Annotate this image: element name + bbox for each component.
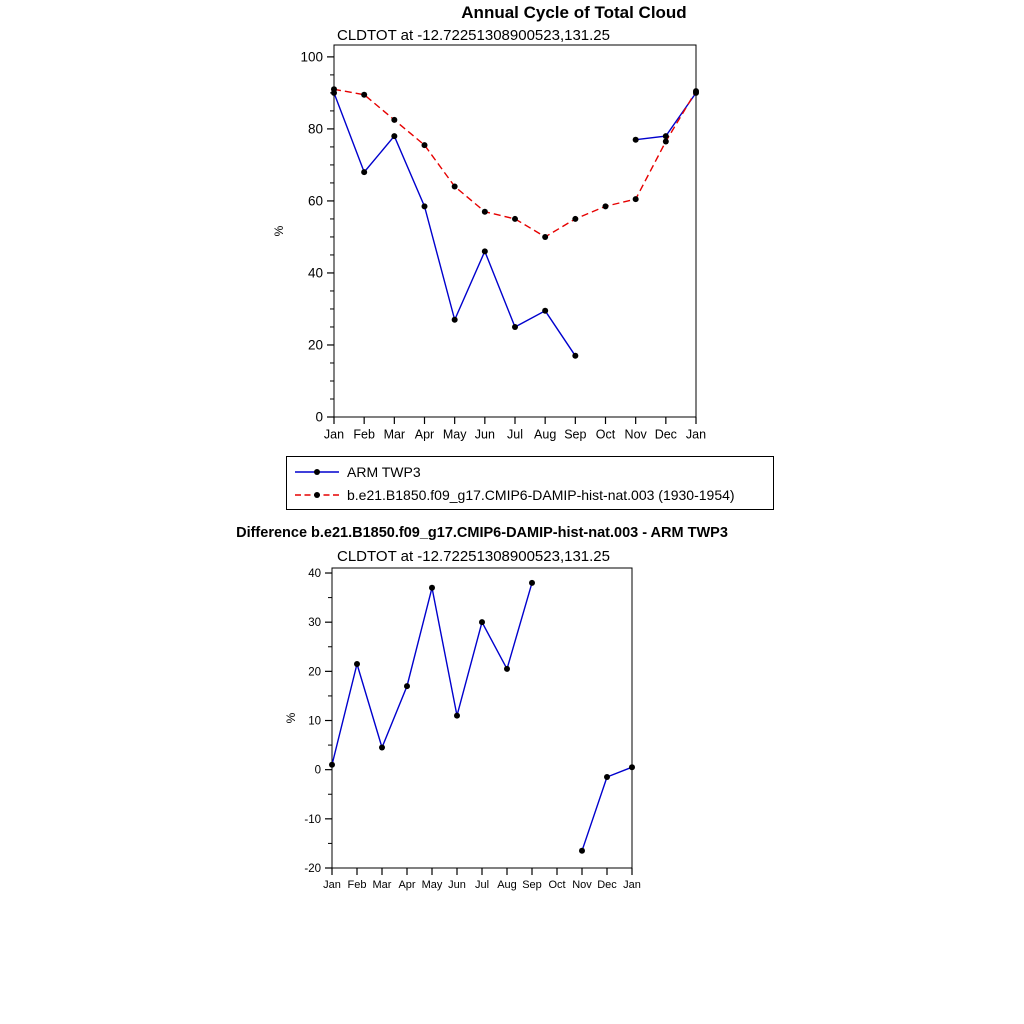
svg-text:20: 20 [308, 666, 321, 679]
svg-text:Feb: Feb [353, 427, 375, 442]
svg-text:Jun: Jun [474, 427, 495, 442]
bottom-chart-subtitle: CLDTOT at -12.72251308900523,131.25 [337, 548, 610, 565]
svg-text:-10: -10 [304, 813, 321, 826]
svg-text:Sep: Sep [564, 427, 587, 442]
svg-text:Jul: Jul [507, 427, 523, 442]
svg-text:Dec: Dec [597, 879, 617, 891]
svg-text:-20: -20 [304, 863, 321, 876]
svg-text:80: 80 [307, 121, 323, 137]
obs-line-sample-icon [293, 466, 341, 478]
legend-label-obs: ARM TWP3 [347, 463, 421, 480]
svg-text:0: 0 [315, 409, 323, 425]
svg-text:Jun: Jun [448, 879, 466, 891]
svg-text:Jan: Jan [685, 427, 707, 442]
top-chart-title: Annual Cycle of Total Cloud [461, 3, 687, 22]
svg-text:0: 0 [314, 764, 321, 777]
svg-text:Oct: Oct [548, 879, 566, 891]
bottom-plot-area [270, 562, 700, 907]
svg-text:100: 100 [300, 49, 323, 65]
svg-text:%: % [284, 712, 298, 724]
svg-text:Oct: Oct [595, 427, 616, 442]
svg-text:Jan: Jan [323, 427, 345, 442]
legend [286, 456, 774, 510]
svg-text:Jan: Jan [323, 879, 341, 891]
svg-text:Dec: Dec [654, 427, 677, 442]
bottom-chart-title: Difference b.e21.B1850.f09_g17.CMIP6-DAMIP-hist-nat.003 - ARM TWP3 [236, 525, 728, 541]
top-chart-subtitle: CLDTOT at -12.72251308900523,131.25 [337, 27, 610, 44]
svg-text:Feb: Feb [347, 879, 367, 891]
model-line-sample-icon [293, 489, 341, 501]
svg-text:30: 30 [308, 617, 321, 630]
svg-text:60: 60 [307, 193, 323, 209]
svg-text:Jan: Jan [623, 879, 641, 891]
svg-text:Aug: Aug [534, 427, 557, 442]
svg-text:Nov: Nov [624, 427, 647, 442]
svg-text:10: 10 [308, 715, 321, 728]
svg-text:Aug: Aug [497, 879, 517, 891]
legend-item-obs [287, 460, 773, 483]
svg-text:Mar: Mar [372, 879, 392, 891]
svg-text:Nov: Nov [572, 879, 592, 891]
svg-text:%: % [272, 225, 286, 237]
svg-text:40: 40 [308, 568, 321, 581]
svg-text:Jul: Jul [474, 879, 490, 891]
svg-text:May: May [421, 879, 443, 891]
legend-label-model: b.e21.B1850.f09_g17.CMIP6-DAMIP-hist-nat.003 (1930-1954) [347, 486, 735, 503]
svg-text:20: 20 [307, 337, 323, 353]
svg-text:Apr: Apr [414, 427, 435, 442]
legend-item-model [287, 483, 773, 506]
svg-text:Sep: Sep [522, 879, 542, 891]
svg-text:40: 40 [307, 265, 323, 281]
svg-text:May: May [442, 427, 467, 442]
top-plot-area [270, 40, 800, 486]
svg-text:Mar: Mar [383, 427, 406, 442]
svg-text:Apr: Apr [398, 879, 416, 891]
